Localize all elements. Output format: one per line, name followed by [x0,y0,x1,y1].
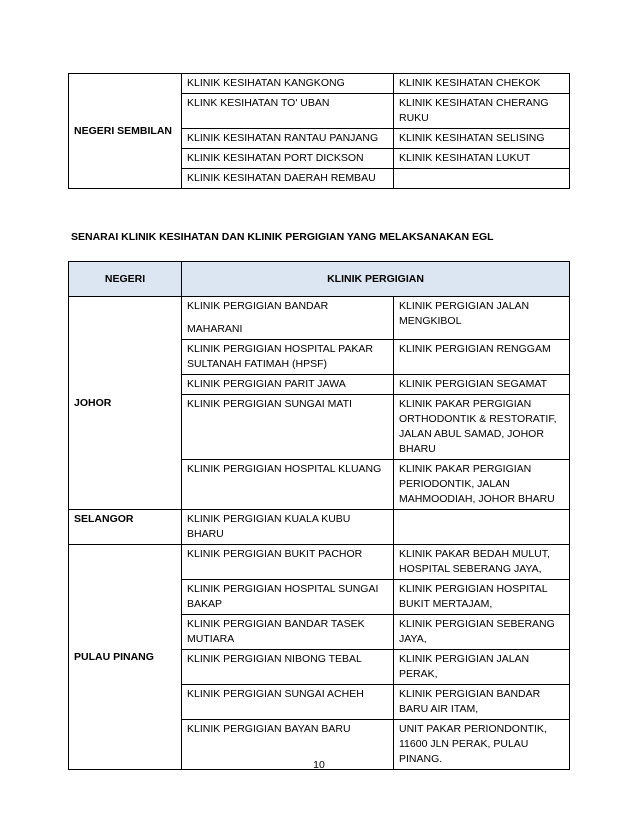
table-cell [394,510,570,545]
table-cell [182,297,394,340]
table-cell: KLINIK PERGIGIAN BAYAN BARU [182,720,394,770]
table-cell: KLINIK KESIHATAN RANTAU PANJANG [182,129,394,149]
table-cell: KLINIK PERGIGIAN JALAN MENGKIBOL [394,297,570,340]
table-cell: KLINIK KESIHATAN LUKUT [394,149,570,169]
table-cell: KLINIK PERGIGIAN KUALA KUBU BHARU [182,510,394,545]
table-cell: KLINIK KESIHATAN KANGKONG [182,74,394,94]
table-cell: KLINIK PERGIGIAN BANDAR TASEK MUTIARA [182,615,394,650]
state-label: NEGERI SEMBILAN [74,124,173,137]
table-cell: KLINIK PAKAR PERGIGIAN ORTHODONTIK & RESTORATIF, JALAN ABUL SAMAD, JOHOR BHARU [394,395,570,460]
section-heading: SENARAI KLINIK KESIHATAN DAN KLINIK PERGIGIAN YANG MELAKSANAKAN EGL [71,231,494,243]
table-cell: KLINIK PERGIGIAN JALAN PERAK, [394,650,570,685]
table-cell: KLINIK PERGIGIAN SEGAMAT [394,375,570,395]
page-number: 10 [313,759,325,771]
table-cell: KLINIK KESIHATAN SELISING [394,129,570,149]
cell-line: MAHARANI [187,323,243,335]
table-cell: KLINIK PERGIGIAN HOSPITAL KLUANG [182,460,394,510]
table-cell [394,169,570,189]
table-cell: KLINIK PERGIGIAN HOSPITAL PAKAR SULTANAH FATIMAH (HPSF) [182,340,394,375]
table-row [69,510,570,545]
table-cell: KLINIK PERGIGIAN PARIT JAWA [182,375,394,395]
table-cell: KLINK KESIHATAN TO' UBAN [182,94,394,129]
table-cell: KLINIK PERGIGIAN RENGGAM [394,340,570,375]
table-cell: KLINIK PAKAR BEDAH MULUT, HOSPITAL SEBERANG JAYA, [394,545,570,580]
table-cell: KLINIK PERGIGIAN NIBONG TEBAL [182,650,394,685]
table-cell: UNIT PAKAR PERIONDONTIK, 11600 JLN PERAK, PULAU PINANG. [394,720,570,770]
klinik-kesihatan-table [68,73,570,189]
table-cell: KLINIK KESIHATAN DAERAH REMBAU [182,169,394,189]
table-cell: KLINIK KESIHATAN PORT DICKSON [182,149,394,169]
state-cell-negeri-sembilan [69,74,182,189]
column-header-klinik-pergigian: KLINIK PERGIGIAN [182,262,570,297]
table-cell: KLINIK PERGIGIAN SUNGAI ACHEH [182,685,394,720]
cell-line: KLINIK PERGIGIAN BANDAR [187,300,329,312]
state-label: PULAU PINANG [74,650,154,663]
table-cell: KLINIK KESIHATAN CHEKOK [394,74,570,94]
state-cell-selangor [69,510,182,545]
state-cell-pulau-pinang [69,545,182,770]
column-header-negeri: NEGERI [69,262,182,297]
table-cell: KLINIK PERGIGIAN SEBERANG JAYA, [394,615,570,650]
table-cell: KLINIK PAKAR PERGIGIAN PERIODONTIK, JALAN MAHMOODIAH, JOHOR BHARU [394,460,570,510]
table-cell: KLINIK KESIHATAN CHERANG RUKU [394,94,570,129]
table-cell: KLINIK PERGIGIAN BUKIT PACHOR [182,545,394,580]
table-row [69,545,570,580]
state-label: SELANGOR [74,513,134,525]
state-label: JOHOR [74,396,112,409]
table-row [69,297,570,340]
table-cell: KLINIK PERGIGIAN HOSPITAL SUNGAI BAKAP [182,580,394,615]
table-cell: KLINIK PERGIGIAN SUNGAI MATI [182,395,394,460]
table-cell: KLINIK PERGIGIAN HOSPITAL BUKIT MERTAJAM, [394,580,570,615]
klinik-pergigian-table [68,261,570,770]
table-row [69,74,570,94]
state-cell-johor [69,297,182,510]
table-cell: KLINIK PERGIGIAN BANDAR BARU AIR ITAM, [394,685,570,720]
table-header-row [69,262,570,297]
